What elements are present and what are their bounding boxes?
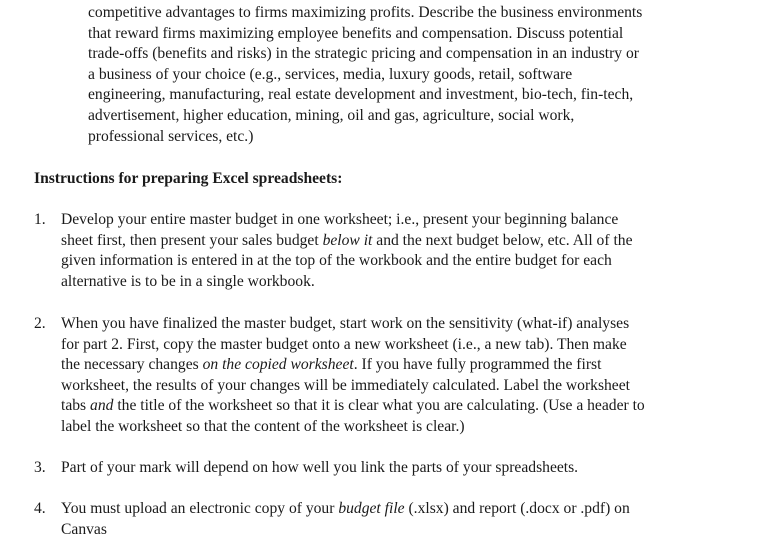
list-item-2: [34, 314, 748, 438]
item-line: alternative is to be in a single workbook.: [61, 272, 315, 290]
item-line: label the worksheet so that the content of the worksheet is clear.): [61, 417, 465, 435]
list-number: 4.: [34, 500, 46, 517]
list-item-3: [34, 458, 748, 479]
emphasis-text: budget file: [338, 500, 405, 517]
paragraph-line: professional services, etc.): [88, 127, 254, 145]
emphasis-text: below it: [322, 231, 373, 249]
paragraph-line: a business of your choice (e.g., services, media, luxury goods, retail, software: [88, 65, 573, 83]
paragraph-line: competitive advantages to firms maximizing profits. Describe the business environments: [88, 4, 643, 21]
item-line: Develop your entire master budget in one worksheet; i.e., present your beginning balance: [61, 211, 619, 228]
item-line: worksheet, the results of your changes will be immediately calculated. Label the worksheet: [61, 376, 630, 394]
paragraph-line: advertisement, higher education, mining, oil and gas, agriculture, social work,: [88, 106, 575, 124]
paragraph-line: trade-offs (benefits and risks) in the strategic pricing and compensation in an industry or: [88, 45, 639, 63]
item-line: Canvas: [61, 520, 107, 538]
item-line: You must upload an electronic copy of your budget file (.xlsx) and report (.docx or .pdf) on: [61, 500, 630, 517]
list-number: 2.: [34, 315, 46, 332]
list-item-1: [34, 210, 748, 292]
item-line: tabs and the title of the worksheet so that it is clear what you are calculating. (Use a header to: [61, 397, 645, 415]
list-number: 3.: [34, 459, 46, 476]
list-item-text: [61, 314, 748, 438]
emphasis-text: on the copied worksheet: [202, 356, 354, 374]
item-line: the necessary changes on the copied worksheet. If you have fully programmed the first: [61, 356, 602, 374]
item-line: given information is entered in at the top of the workbook and the entire budget for each: [61, 252, 612, 270]
item-line: Part of your mark will depend on how well you link the parts of your spreadsheets.: [61, 459, 579, 476]
item-line: sheet first, then present your sales budget below it and the next budget below, etc. All of the: [61, 231, 633, 249]
section-heading: Instructions for preparing Excel spreadsheets:: [34, 170, 343, 187]
item-line: When you have finalized the master budget, start work on the sensitivity (what-if) analyses: [61, 315, 630, 332]
paragraph-line: that reward firms maximizing employee benefits and compensation. Discuss potential: [88, 24, 624, 42]
list-number: 1.: [34, 211, 46, 228]
paragraph-line: engineering, manufacturing, real estate development and investment, bio-tech, fin-tech,: [88, 86, 634, 104]
item-line: for part 2. First, copy the master budget onto a new worksheet (i.e., a new tab). Then make: [61, 335, 627, 353]
list-item-text: [61, 458, 748, 479]
emphasis-text: and: [90, 397, 114, 415]
list-item-4: [34, 499, 748, 540]
list-item-text: [61, 499, 748, 540]
continued-paragraph: [88, 3, 748, 147]
list-item-text: [61, 210, 748, 292]
